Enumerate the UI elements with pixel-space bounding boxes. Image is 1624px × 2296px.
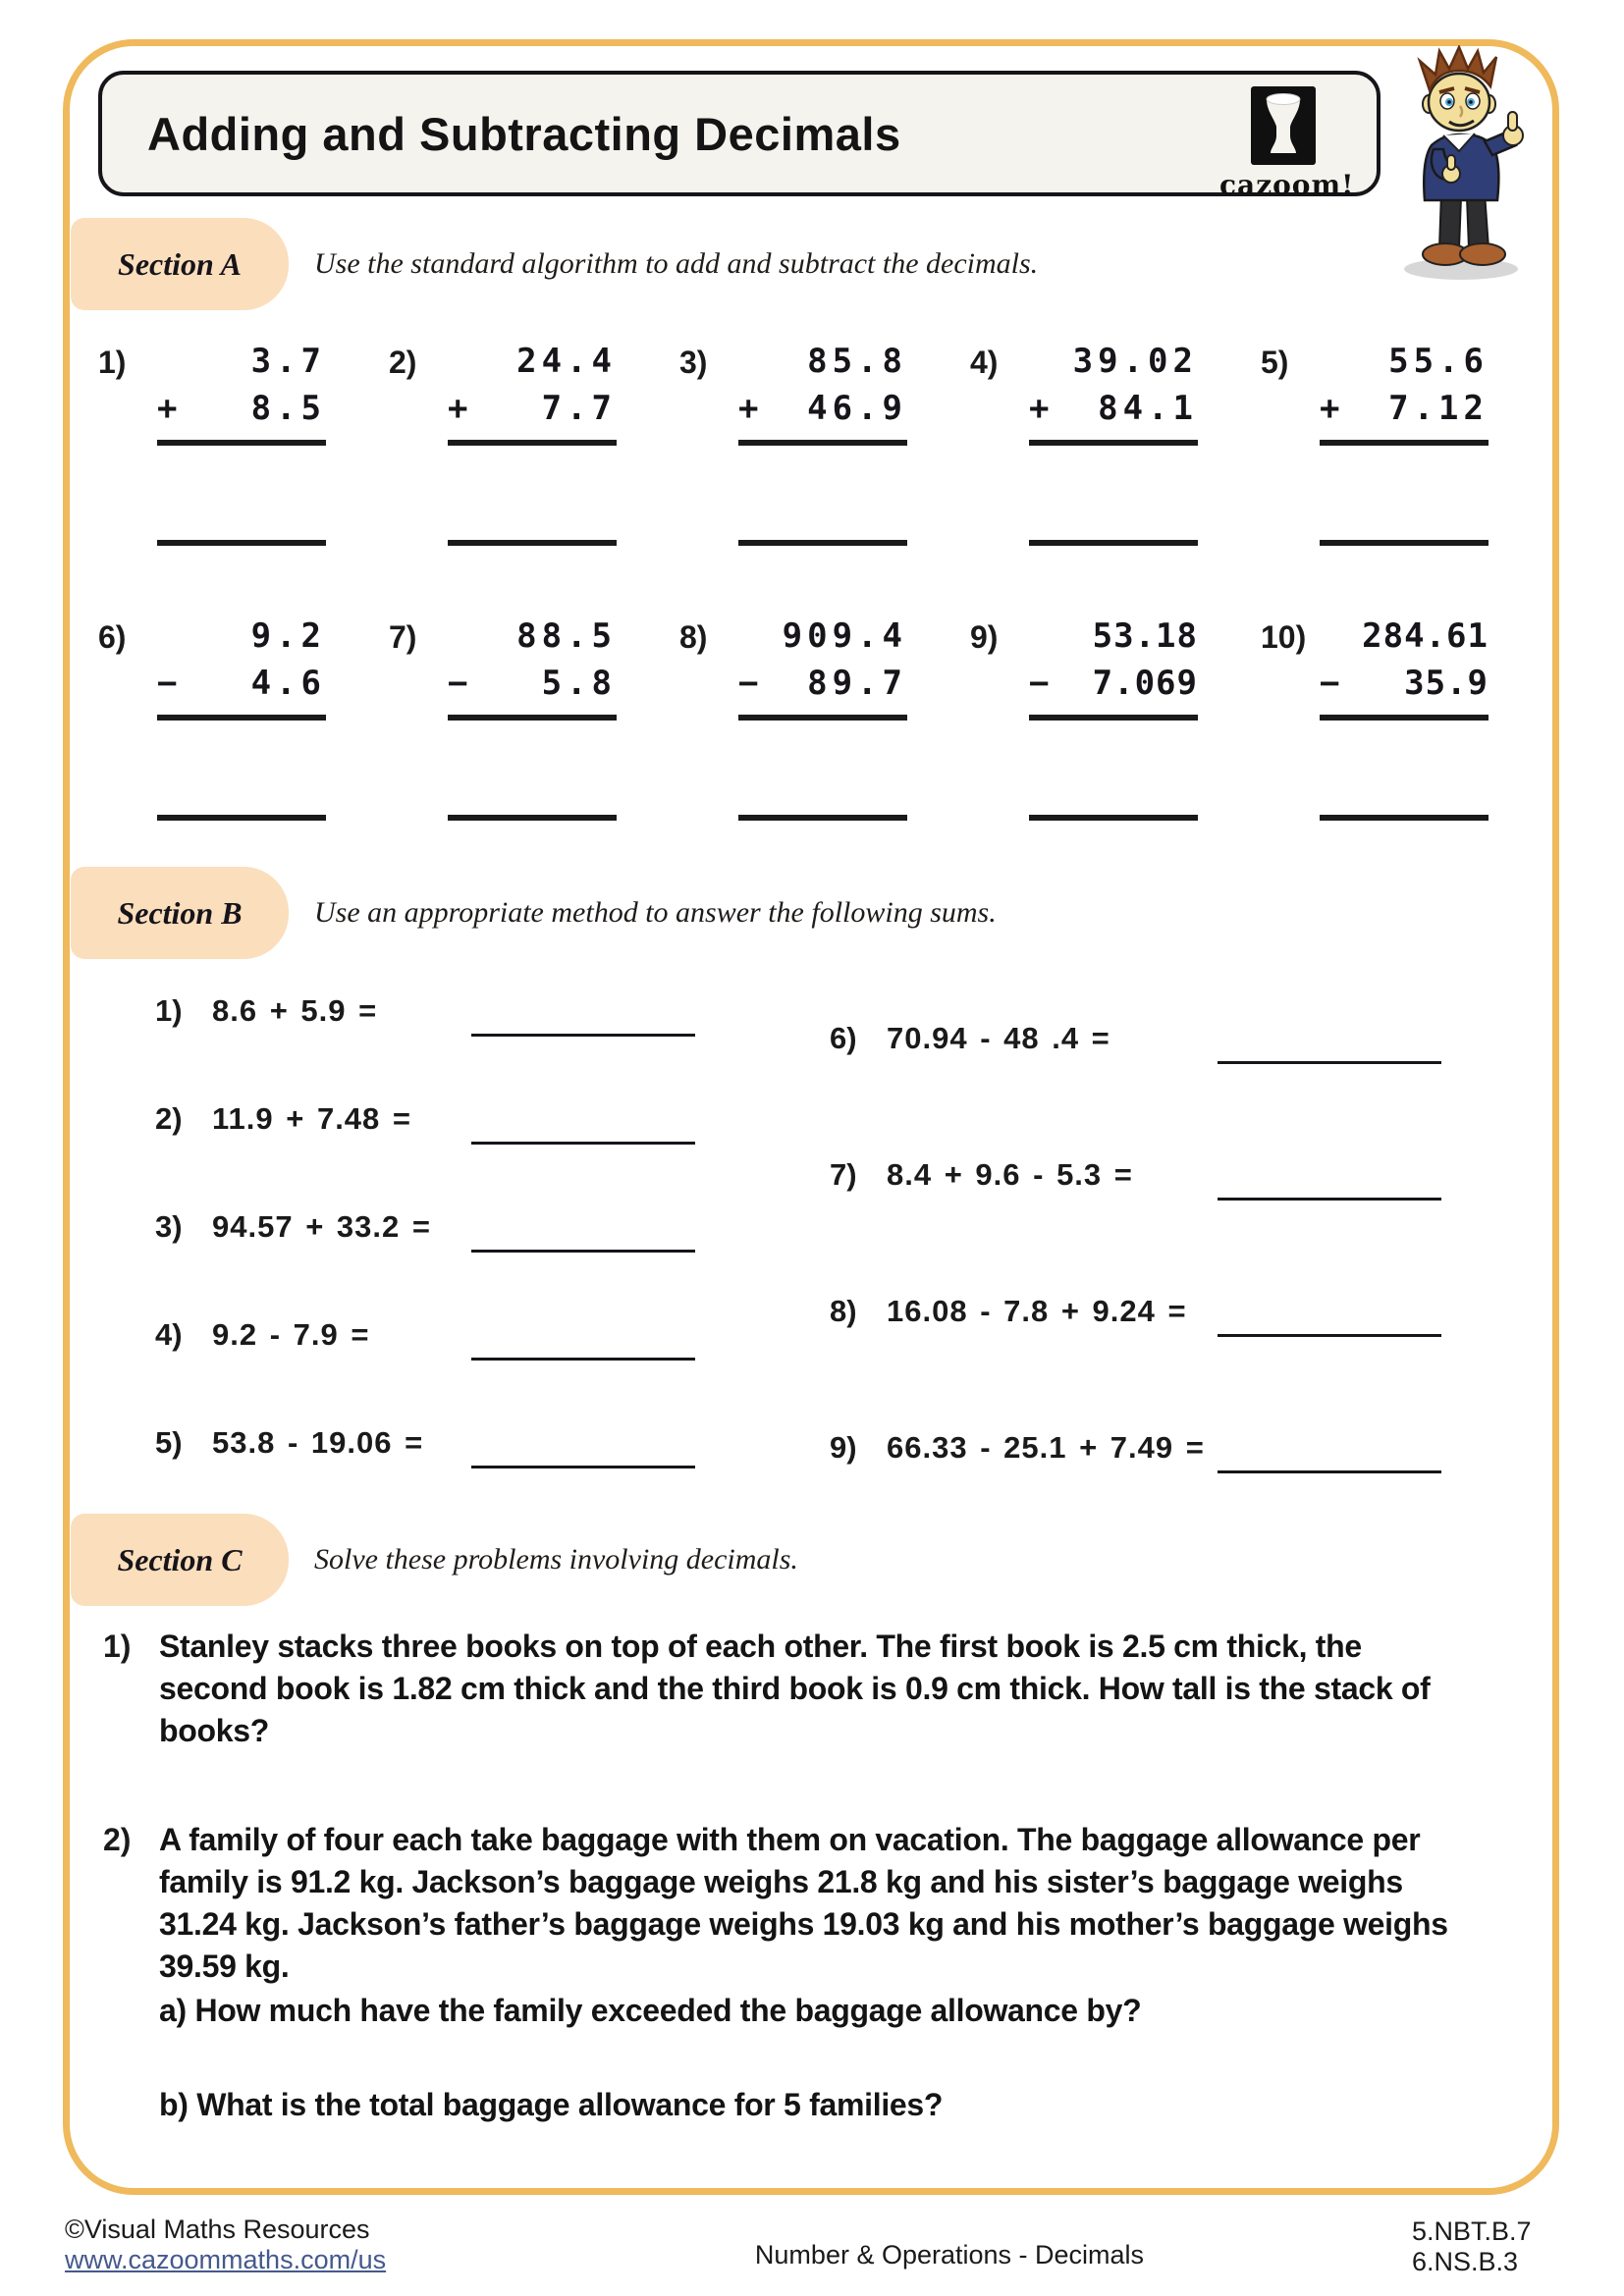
problem-number: 9) bbox=[970, 619, 999, 655]
problem-number: 6) bbox=[830, 1021, 857, 1055]
answer-blank[interactable] bbox=[157, 815, 326, 821]
sum-problem-4 bbox=[155, 1309, 695, 1355]
section-a-row-1 bbox=[98, 342, 1551, 546]
column-calculation bbox=[157, 616, 326, 821]
drum-icon bbox=[1251, 86, 1316, 165]
section-a-row-2 bbox=[98, 616, 1551, 821]
top-operand: 88.5 bbox=[516, 616, 617, 656]
column-calculation bbox=[1320, 616, 1489, 821]
word-problem-1 bbox=[103, 1626, 1475, 1752]
sum-problem-6 bbox=[830, 1013, 1441, 1058]
vertical-problem-6 bbox=[98, 616, 389, 821]
section-b-right-column bbox=[830, 1013, 1441, 1559]
expression: 70.94 - 48 .4 = bbox=[887, 1021, 1110, 1055]
bottom-operand: 35.9 bbox=[1404, 664, 1489, 703]
mascot-boy-illustration bbox=[1382, 45, 1549, 286]
bottom-operand: 8.5 bbox=[250, 389, 326, 428]
website-link[interactable]: www.cazoommaths.com/us bbox=[65, 2245, 387, 2274]
title-box bbox=[98, 71, 1380, 196]
column-calculation bbox=[448, 342, 617, 546]
bottom-operand: 89.7 bbox=[807, 664, 907, 703]
answer-blank[interactable] bbox=[738, 540, 907, 546]
section-a-label: Section A bbox=[71, 218, 289, 310]
operator: + bbox=[1029, 389, 1050, 428]
top-operand: 284.61 bbox=[1362, 616, 1489, 656]
column-calculation bbox=[448, 616, 617, 821]
copyright-text: ©Visual Maths Resources bbox=[65, 2215, 370, 2244]
expression: 94.57 + 33.2 = bbox=[212, 1209, 431, 1244]
operator: + bbox=[157, 389, 178, 428]
section-c-header bbox=[71, 1514, 798, 1606]
bottom-operand-row bbox=[738, 389, 907, 428]
problem-number: 6) bbox=[98, 619, 127, 655]
operator: − bbox=[448, 664, 468, 703]
vertical-problem-1 bbox=[98, 342, 389, 546]
answer-blank[interactable] bbox=[1218, 1061, 1441, 1064]
standard-code-2: 6.NS.B.3 bbox=[1412, 2247, 1519, 2276]
expression: 8.4 + 9.6 - 5.3 = bbox=[887, 1157, 1133, 1192]
vertical-problem-5 bbox=[1261, 342, 1551, 546]
answer-blank[interactable] bbox=[471, 1250, 695, 1253]
footer-left bbox=[65, 2215, 487, 2277]
problem-number: 2) bbox=[155, 1101, 183, 1136]
operator: − bbox=[738, 664, 759, 703]
word-problem-text: Stanley stacks three books on top of each other. The first book is 2.5 cm thick, the second book is 1.82 cm thick and the third book is 0.9 cm thick. How tall is the stack of books? bbox=[159, 1629, 1431, 1748]
expression: 9.2 - 7.9 = bbox=[212, 1317, 370, 1352]
answer-blank[interactable] bbox=[448, 815, 617, 821]
bottom-operand-row bbox=[1029, 389, 1198, 428]
word-problem-part-b: b) What is the total baggage allowance for 5 families? bbox=[159, 2087, 944, 2122]
word-problem-2 bbox=[103, 1819, 1475, 2126]
operator: + bbox=[738, 389, 759, 428]
sum-problem-8 bbox=[830, 1286, 1441, 1331]
top-operand: 85.8 bbox=[807, 342, 907, 381]
problem-number: 1) bbox=[98, 345, 127, 380]
vertical-problem-4 bbox=[970, 342, 1261, 546]
section-a-header bbox=[71, 218, 1038, 310]
answer-blank[interactable] bbox=[1218, 1198, 1441, 1201]
bottom-operand-row bbox=[157, 389, 326, 428]
word-problem-part-a: a) How much have the family exceeded the baggage allowance by? bbox=[159, 1993, 1142, 2028]
problem-number: 5) bbox=[155, 1425, 183, 1460]
sum-line bbox=[1029, 440, 1198, 446]
answer-blank[interactable] bbox=[471, 1358, 695, 1361]
sum-problem-9 bbox=[830, 1422, 1441, 1468]
bottom-operand-row bbox=[448, 389, 617, 428]
top-operand: 55.6 bbox=[1388, 342, 1489, 381]
operator: − bbox=[1029, 664, 1050, 703]
top-operand: 9.2 bbox=[250, 616, 326, 656]
sum-line bbox=[448, 715, 617, 721]
operator: + bbox=[448, 389, 468, 428]
standard-code-1: 5.NBT.B.7 bbox=[1412, 2216, 1532, 2246]
sum-problem-3 bbox=[155, 1201, 695, 1247]
top-operand: 3.7 bbox=[250, 342, 326, 381]
problem-number: 2) bbox=[389, 345, 417, 380]
problem-number: 1) bbox=[155, 993, 183, 1028]
bottom-operand-row bbox=[448, 664, 617, 703]
answer-blank[interactable] bbox=[1029, 540, 1198, 546]
bottom-operand: 5.8 bbox=[541, 664, 617, 703]
problem-number: 3) bbox=[679, 345, 708, 380]
word-problem-text: A family of four each take baggage with them on vacation. The baggage allowance per family is 91.2 kg. Jackson’s baggage weighs 21.8 kg and his sister’s baggage weighs 31.24 kg. Jackson’s father’s baggage weighs 19.03 kg and his mother’s baggage weighs 39.59 kg. bbox=[159, 1822, 1448, 1984]
page-footer bbox=[65, 2215, 1559, 2277]
problem-number: 4) bbox=[970, 345, 999, 380]
answer-blank[interactable] bbox=[1320, 815, 1489, 821]
sum-line bbox=[738, 715, 907, 721]
sum-problem-2 bbox=[155, 1094, 695, 1139]
bottom-operand: 7.12 bbox=[1388, 389, 1489, 428]
problem-number: 10) bbox=[1261, 619, 1307, 655]
column-calculation bbox=[1320, 342, 1489, 546]
expression: 16.08 - 7.8 + 9.24 = bbox=[887, 1294, 1187, 1328]
sum-problem-1 bbox=[155, 986, 695, 1031]
sum-line bbox=[738, 440, 907, 446]
sum-problem-5 bbox=[155, 1417, 695, 1463]
sum-line bbox=[1320, 440, 1489, 446]
top-operand: 24.4 bbox=[516, 342, 617, 381]
answer-blank[interactable] bbox=[448, 540, 617, 546]
problem-number: 5) bbox=[1261, 345, 1289, 380]
bottom-operand: 7.069 bbox=[1092, 664, 1198, 703]
vertical-problem-8 bbox=[679, 616, 970, 821]
bottom-operand-row bbox=[157, 664, 326, 703]
operator: − bbox=[157, 664, 178, 703]
bottom-operand-row bbox=[738, 664, 907, 703]
problem-number: 4) bbox=[155, 1317, 183, 1352]
sum-line bbox=[157, 440, 326, 446]
sum-line bbox=[1029, 715, 1198, 721]
operator: + bbox=[1320, 389, 1340, 428]
section-c-instruction: Solve these problems involving decimals. bbox=[314, 1543, 798, 1575]
problem-number: 2) bbox=[103, 1822, 132, 1857]
answer-blank[interactable] bbox=[1218, 1334, 1441, 1337]
section-a-instruction: Use the standard algorithm to add and subtract the decimals. bbox=[314, 247, 1039, 280]
logo-text: cazoom! bbox=[1219, 169, 1355, 201]
top-operand: 39.02 bbox=[1072, 342, 1198, 381]
expression: 53.8 - 19.06 = bbox=[212, 1425, 424, 1460]
footer-topic: Number & Operations - Decimals bbox=[754, 2240, 1145, 2269]
answer-blank[interactable] bbox=[471, 1142, 695, 1145]
problem-number: 8) bbox=[679, 619, 708, 655]
answer-blank[interactable] bbox=[157, 540, 326, 546]
section-b-header bbox=[71, 867, 997, 959]
column-calculation bbox=[1029, 342, 1198, 546]
answer-blank[interactable] bbox=[738, 815, 907, 821]
bottom-operand-row bbox=[1320, 389, 1489, 428]
bottom-operand: 4.6 bbox=[250, 664, 326, 703]
page-title: Adding and Subtracting Decimals bbox=[147, 107, 901, 160]
problem-number: 8) bbox=[830, 1294, 857, 1328]
sum-line bbox=[1320, 715, 1489, 721]
column-calculation bbox=[738, 342, 907, 546]
expression: 66.33 - 25.1 + 7.49 = bbox=[887, 1430, 1205, 1465]
bottom-operand: 46.9 bbox=[807, 389, 907, 428]
column-calculation bbox=[738, 616, 907, 821]
vertical-problem-10 bbox=[1261, 616, 1551, 821]
problem-number: 1) bbox=[103, 1629, 132, 1664]
answer-blank[interactable] bbox=[471, 1466, 695, 1468]
sum-line bbox=[157, 715, 326, 721]
vertical-problem-3 bbox=[679, 342, 970, 546]
vertical-problem-7 bbox=[389, 616, 679, 821]
footer-standards bbox=[1412, 2215, 1559, 2277]
sum-problem-7 bbox=[830, 1149, 1441, 1195]
section-c-label: Section C bbox=[71, 1514, 289, 1606]
column-calculation bbox=[157, 342, 326, 546]
top-operand: 53.18 bbox=[1092, 616, 1198, 656]
cazoom-logo bbox=[1219, 86, 1355, 201]
bottom-operand-row bbox=[1320, 664, 1489, 703]
vertical-problem-9 bbox=[970, 616, 1261, 821]
bottom-operand-row bbox=[1029, 664, 1198, 703]
section-b-label: Section B bbox=[71, 867, 289, 959]
sum-line bbox=[448, 440, 617, 446]
problem-number: 9) bbox=[830, 1430, 857, 1465]
bottom-operand: 84.1 bbox=[1098, 389, 1198, 428]
operator: − bbox=[1320, 664, 1340, 703]
bottom-operand: 7.7 bbox=[541, 389, 617, 428]
problem-number: 3) bbox=[155, 1209, 183, 1244]
expression: 11.9 + 7.48 = bbox=[212, 1101, 412, 1136]
problem-number: 7) bbox=[830, 1157, 857, 1192]
vertical-problem-2 bbox=[389, 342, 679, 546]
section-b-instruction: Use an appropriate method to answer the following sums. bbox=[314, 896, 997, 929]
answer-blank[interactable] bbox=[1218, 1470, 1441, 1473]
answer-blank[interactable] bbox=[1029, 815, 1198, 821]
section-b-left-column bbox=[155, 986, 695, 1525]
column-calculation bbox=[1029, 616, 1198, 821]
problem-number: 7) bbox=[389, 619, 417, 655]
answer-blank[interactable] bbox=[1320, 540, 1489, 546]
answer-blank[interactable] bbox=[471, 1034, 695, 1037]
expression: 8.6 + 5.9 = bbox=[212, 993, 378, 1028]
top-operand: 909.4 bbox=[782, 616, 907, 656]
